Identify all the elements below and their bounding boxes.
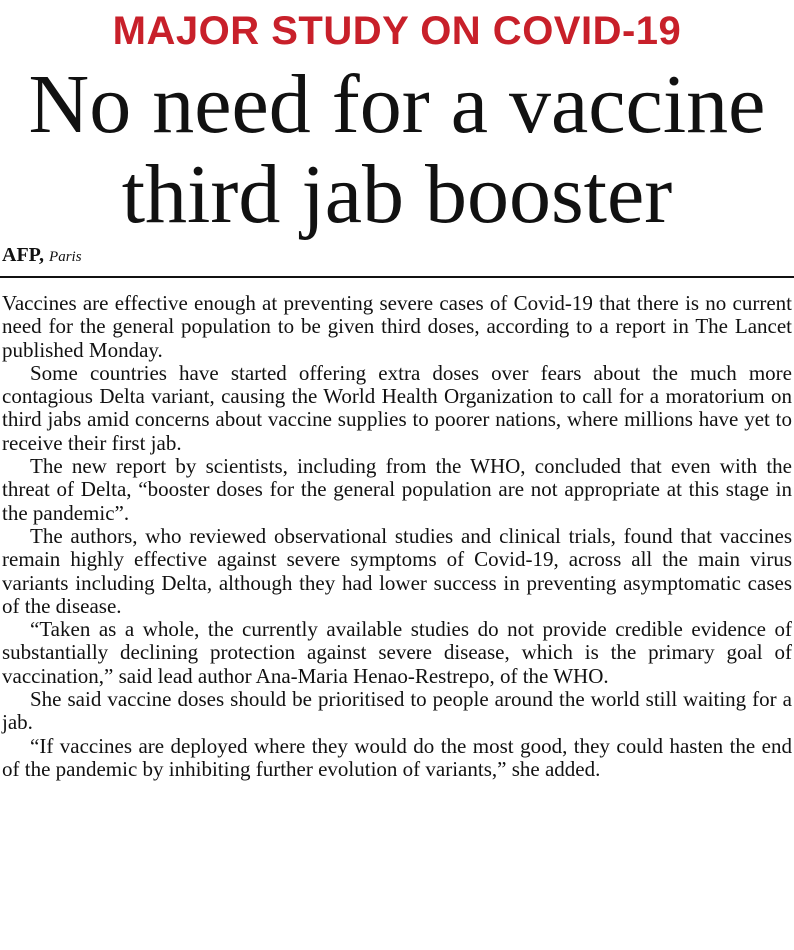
byline-location: Paris	[49, 249, 82, 265]
headline-line-1: No need for a vaccine	[28, 58, 766, 151]
paragraph-7: “If vaccines are deployed where they would do the most good, they could hasten the end of the pandemic by inhibiting further evolution of variants,” she added.	[2, 733, 792, 781]
headline-line-2: third jab booster	[121, 148, 673, 241]
byline	[2, 242, 82, 270]
paragraph-1: Vaccines are effective enough at preventing severe cases of Covid-19 that there is no current need for the general population to be given third doses, according to a report in The Lancet published Monday.	[2, 291, 792, 362]
headline	[0, 60, 794, 240]
paragraph-4: The authors, who reviewed observational studies and clinical trials, found that vaccines remain highly effective against severe symptoms of Covid-19, across all the main virus variants including Delta, although they had lower success in preventing asymptomatic cases of the disease.	[2, 523, 792, 618]
paragraph-5: “Taken as a whole, the currently available studies do not provide credible evidence of substantially declining protection against severe disease, which is the primary goal of vaccination,” said lead author Ana-Maria Henao-Restrepo, of the WHO.	[2, 617, 792, 688]
paragraph-3: The new report by scientists, including from the WHO, concluded that even with the threat of Delta, “booster doses for the general population are not appropriate at this stage in the pandemic”.	[2, 454, 792, 525]
byline-agency: AFP,	[2, 244, 45, 266]
kicker-label: MAJOR STUDY ON COVID-19	[112, 9, 682, 53]
paragraph-2: Some countries have started offering extra doses over fears about the much more contagious Delta variant, causing the World Health Organization to call for a moratorium on third jabs amid concerns about vaccine supplies to poorer nations, where millions have yet to receive their first jab.	[2, 360, 792, 455]
paragraph-6: She said vaccine doses should be prioritised to people around the world still waiting for a jab.	[2, 687, 792, 735]
article-body	[2, 292, 792, 781]
divider-rule	[0, 276, 794, 278]
